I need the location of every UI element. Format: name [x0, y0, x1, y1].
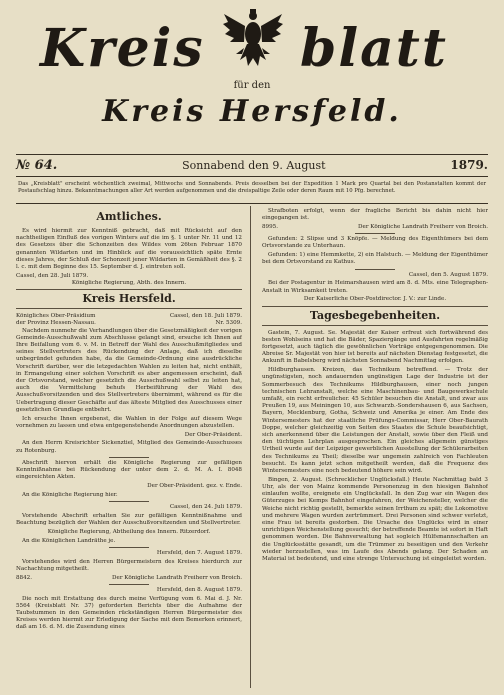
masthead-title-left: Kreis	[40, 18, 205, 79]
article-meta: Königliches Ober-Präsidium Cassel, den 18. Juli 1879.	[16, 313, 242, 320]
article-signature: Königliche Regierung, Abth. des Innern.	[71, 280, 187, 287]
masthead-subtitle: Kreis Hersfeld.	[102, 94, 402, 129]
article-text: Gefunden: 2 Slipse und 3 Knöpfe. — Meldung des Eigenthümers bei dem Ortsvorstande zu Unterhaun.	[262, 236, 488, 250]
issue-date: Sonnabend den 9. August	[182, 159, 326, 172]
article-text: Gastein, 7. August. Se. Majestät der Kaiser erfreut sich fortwährend des besten Wohlseins und hat die Bäder, Spaziergänge und Ausfahrten regelmäßig fortgesetzt, auch täglich die gewöhnlichen Vorträge entgegengenommen. Die Abreise Sr. Majestät von hier ist bereits auf nächsten Dienstag festgesetzt, die Ankunft in Babelsberg wird nächsten Sonnabend Nachmittag erfolgen.	[262, 329, 488, 365]
separator	[109, 457, 149, 458]
rule-bottom	[16, 203, 488, 204]
article-text: Gefunden: 1) eine Hemmkette, 2) ein Halstuch. — Meldung der Eigenthümer bei dem Ortsvorstand zu Kathus.	[262, 252, 488, 266]
article-meta: 8995. Der Königliche Landrath Freiherr von Broich.	[262, 224, 488, 230]
article-address: An die Königlichen Landräthe je.	[22, 537, 116, 544]
rule-top	[16, 154, 488, 155]
subscription-notice: Das „Kreisblatt" erscheint wöchentlich zweimal, Mittwochs und Sonnabends. Preis desselben bei der Expedition 1 Mark pro Quartal bei den Postanstalten kommt der Postaufschlag hinzu. Bekanntmachungen aller Art werden aufgenommen und die dreispaltige Zeile oder deren Raum mit 10 Pfg. berechnet.	[18, 181, 486, 194]
article-meta: Hersfeld, den 8. August 1879.	[156, 586, 242, 593]
masthead-title-right: blatt	[300, 18, 448, 79]
article-text: Die noch mit Erstattung des durch meine Verfügung vom 6. Mai d. J. Nr. 5564 (Kreisblatt Nr. 37) geforderten Berichts über die Aufnahme der Taubstummen in den Gemeinden rückständigen Herren Bürgermeister des Kreises werden hiermit zur Erledigung der Sache mit dem Bemerken erinnert, daß am 16. d. M. die Zusendung eines	[16, 595, 242, 631]
section-heading-amtliches: Amtliches.	[96, 210, 162, 223]
article-signature: Der Kaiserliche Ober-Postdirector. J. V.: zur Linde.	[303, 296, 447, 303]
article-text: Strafboten erfolgt, wenn der fragliche Bericht bis dahin nicht hier eingegangen ist.	[262, 208, 488, 222]
separator	[109, 584, 149, 585]
right-column	[262, 208, 488, 688]
separator	[109, 547, 149, 548]
article-meta: 8842. Der Königliche Landrath Freiherr von Broich.	[16, 574, 242, 581]
masthead	[0, 0, 504, 128]
article-signature: Königliche Regierung, Abtheilung des Innern. Ritzerdorf.	[47, 528, 211, 535]
article-meta: Cassel, den 5. August 1879.	[408, 271, 488, 278]
article-text: Ich ersuche Ihnen ergebenst, die Wahlen in der Folge auf diesem Wege vornehmen zu lassen und etwa entgegenstehende Anordnungen abzustellen.	[16, 415, 242, 429]
article-signature: Der Ober-Präsident.	[184, 431, 242, 438]
separator	[355, 269, 395, 270]
article-address: An den Herrn Kreisrichter Sickenztiel, Mitglied des Gemeinde-Ausschusses zu Rotenburg.	[16, 440, 242, 454]
article-text: Vorstehende Abschrift erhalten Sie zur gefälligen Kenntnißnahme und Beachtung bezüglich der Wahlen der Ausschußvorsitzenden und Stellvertreter.	[16, 512, 242, 527]
separator	[109, 501, 149, 502]
separator	[355, 233, 395, 234]
article-meta: Cassel, den 28. Juli 1879.	[16, 272, 89, 279]
issue-year: 1879.	[450, 158, 488, 172]
article-text: Vorstehendes wird den Herren Bürgermeistern des Kreises hierdurch zur Nachachtung mitgetheilt.	[16, 558, 242, 572]
article-signature: Der Ober-Präsident. gez. v. Ende.	[147, 483, 242, 490]
article-address: An die Königliche Regierung hier.	[22, 491, 118, 498]
left-column	[16, 208, 242, 688]
article-meta: Cassel, den 24. Juli 1879.	[169, 504, 242, 511]
rule-mid	[16, 176, 488, 177]
masthead-fuer: für den	[233, 80, 271, 91]
issue-line	[16, 158, 488, 173]
section-heading-tagesbegebenheiten: Tagesbegebenheiten.	[262, 306, 488, 326]
section-heading-kreis-hersfeld: Kreis Hersfeld.	[16, 289, 242, 309]
article-meta: der Provinz Hessen-Nassau. Nr. 5309.	[16, 320, 242, 327]
column-divider	[250, 206, 251, 688]
article-meta: Hersfeld, den 7. August 1879.	[156, 549, 242, 556]
article-text: Hildburghausen. Kreizen, das Technikum betreffend. — Trotz der ungünstigsten, noch andauernden ungünstigen Lage der Industrie ist der Sommerbesuch des Technikums Hildburghausen, einer noch jungen technischen Lehranstalt, welche eine Maschinenbau- und Baugewerkschule umfaßt, ein recht erfreulicher. 45 Schüler besuchen die Anstalt, und zwar aus Preußen 19, aus Meiningen 10, aus Schwarzb.-Sondershausen 6, aus Sachsen, Bayern, Mecklenburg, Gotha, Schweiz und Amerika je einer. Am Ende des Wintersemesters hat der staatliche Prüfungs-Commissar, Herr Ober-Baurath Doppe, welcher gleichzeitig von Seiten des Staates die Schule beaufsichtigt, sich anerkennend über die Leistungen der Anstalt, sowie über den Fleiß und den tüchtigen Lehrplan ausgesprochen. Ein gleiches allgemein günstiges Urtheil wurde auf der Leipziger gewerblichen Ausstellung der Schülerarbeiten des Technikums zu Theil; dieselbe war ungemein zahlreich von Fachleuten besucht. Es kann jetzt schon mitgetheilt werden, daß die Frequenz des Wintersemesters eine noch bedeutend höhere sein wird.	[262, 367, 488, 475]
article-text: Es wird hiermit zur Kenntniß gebracht, daß mit Rücksicht auf den nachtheiligen Einfluß des vorigen Winters auf die im §. 1 unter Nr. 11 und 12 des Gesetzes über die Schonzeiten des Wildes vom 26ten Februar 1870 genannten Wildarten und im Hinblick auf die voraussichtlich späte Ernte dieses Jahres, der Schluß der Schonzeit jener Wildarten in Gemäßheit des §. 2 l. c. mit dem Beginne des 15. September d. J. eintreten soll.	[16, 228, 242, 271]
article-text: Nachdem nunmehr die Verhandlungen über die Gesetzmäßigkeit der vorigen Gemeinde-Ausschußwahl zum Abschlusse gelangt sind, ersuche ich Ihnen auf Ihre Beifallung vom 6. v. M. in Betreff der Wahl des Ausschußmitgliedes und seines Stellvertreters des Rückendung der Anlage, daß ich dieselbe unbegründet gefunden habe, da die Gemeinde-Ordnung eine ausdrückliche Vorschrift darüber, wer die letzgedachten Wahlen zu leiten hat, nicht enthält, in Ermangelung einer solchen Vorschrift es aber angemessen erscheint, daß der Ortsvorstand, welcher gesetzlich die Ausschußwahl selbst zu leiten hat, auch die Vermittelung behufs Herbeiführung der Wahl des Ausschußvorsitzenden und des Stellvertreters übernimmt, während es für die Uebertragung dieser Geschäfte auf das älteste Mitglied des Ausschusses einer gesetzlichen Grundlage entbehrt.	[16, 327, 242, 413]
eagle-icon	[222, 8, 284, 72]
article-text: Bingen, 2. August. (Schrecklicher Unglücksfall.) Heute Nachmittag bald 3 Uhr, als der von Mainz kommende Personenzug in den hiesigen Bahnhof einlaufen wollte, ereignete ein Unglücksfall. In den Zug war ein Wagen des Güterzuges bei Kemps Bahnhof eingefahren, der Weichensteller, welcher die Weiche nicht richtig gestellt, bemerkte seinen Irrthum zu spät; die Lokomotive und mehrere Wagen wurden zertrümmert. Drei Personen sind schwer verletzt, eine Frau ist bereits gestorben. Die Ursache des Unglücks wird in einer unrichtigen Weichenstellung gesucht; der betreffende Beamte ist sofort in Haft genommen worden. Die Bahnverwaltung hat sogleich Hülfsmannschaften an die Unglücksstätte gesandt, um die Trümmer zu beseitigen und den Verkehr wieder herzustellen, was im Laufe des Abends gelang. Der Schaden an Material ist bedeutend, und eine strenge Untersuchung ist eingeleitet worden.	[262, 476, 488, 563]
issue-number: № 64.	[16, 158, 58, 173]
article-text: Bei der Postagentur in Heimarshausen wird am 8. d. Mts. eine Telegraphen-Anstalt in Wirksamkeit treten.	[262, 280, 488, 294]
article-text: Abschrift hiervon erhält die Königliche Regierung zur gefälligen Kenntnißnahme bei Rückendung der unter dem 2. d. M. A. I. 8048 eingereichten Akten.	[16, 459, 242, 481]
